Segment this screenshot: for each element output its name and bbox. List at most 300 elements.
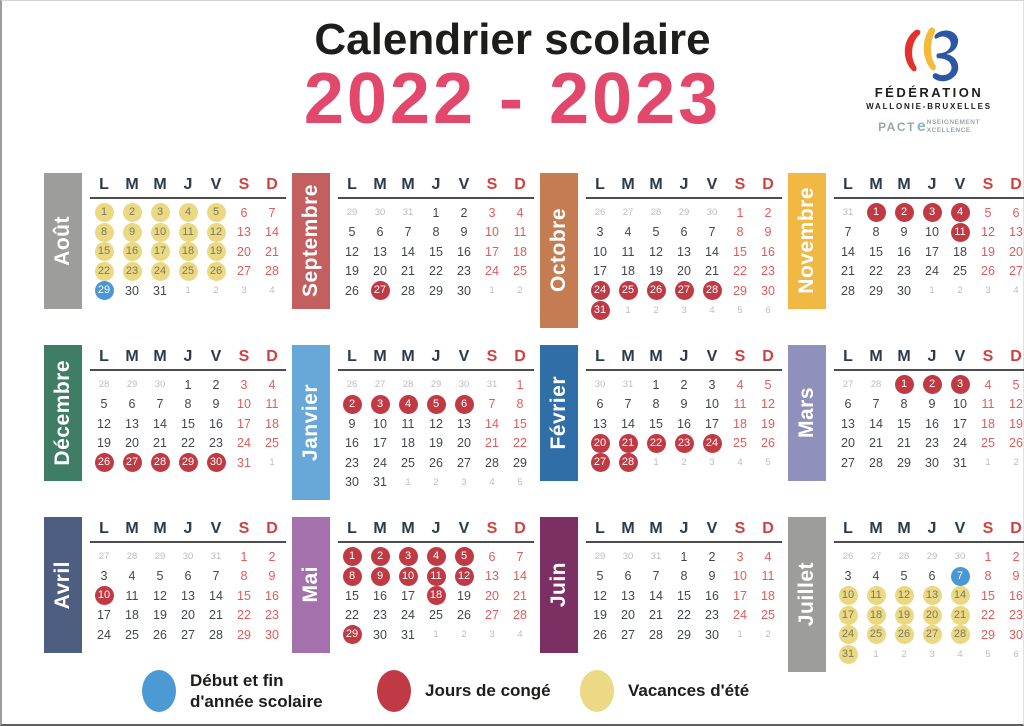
day-cell: 5 [517, 476, 523, 488]
day-cell: 6 [128, 397, 136, 412]
day-cell: 16 [457, 244, 471, 259]
weekday-header: D [266, 520, 278, 537]
day-cell: 24 [97, 627, 111, 642]
day-cell: 21 [153, 436, 167, 451]
weekday-header: J [679, 520, 689, 537]
day-cell: 29 [677, 627, 691, 642]
day-cell: 30 [373, 627, 387, 642]
day-cell: 2 [1013, 457, 1019, 469]
day-off-circle: 3 [371, 395, 390, 414]
weekday-header: M [401, 176, 415, 193]
day-cell: 25 [125, 627, 139, 642]
weekday-header: S [734, 176, 746, 193]
day-off-circle: 3 [399, 547, 418, 566]
day-off-circle: 10 [95, 586, 114, 605]
day-cell: 25 [513, 264, 527, 279]
weekday-header: D [514, 520, 526, 537]
summer-circle: 11 [179, 223, 198, 242]
month-name-label: Juillet [795, 562, 818, 627]
day-cell: 12 [1009, 397, 1023, 412]
day-cell: 5 [984, 205, 992, 220]
day-cell [586, 281, 614, 301]
day-cell: 29 [430, 379, 442, 391]
weekday-header: M [153, 520, 167, 537]
summer-circle: 4 [179, 203, 198, 222]
day-cell [118, 262, 146, 282]
day-cell [918, 606, 946, 626]
day-cell: 22 [237, 608, 251, 623]
day-cell: 28 [513, 608, 527, 623]
pacte-prefix: PACT [878, 120, 916, 134]
summer-circle: 18 [867, 606, 886, 625]
day-cell [890, 606, 918, 626]
day-cell: 19 [981, 244, 995, 259]
day-cell [394, 395, 422, 415]
day-cell: 11 [733, 397, 747, 412]
legend-label: Début et fin d'année scolaire [190, 670, 323, 711]
day-off-circle: 29 [179, 453, 198, 472]
day-cell: 3 [708, 377, 716, 392]
month-name-label: Février [547, 375, 570, 450]
day-cell: 7 [516, 549, 524, 564]
day-cell [146, 453, 174, 473]
day-cell [862, 606, 890, 626]
day-cell: 14 [209, 588, 223, 603]
day-cell: 6 [680, 225, 688, 240]
day-cell: 5 [900, 569, 908, 584]
federation-label: FÉDÉRATION [874, 85, 984, 100]
day-cell: 30 [457, 283, 471, 298]
day-cell: 14 [485, 416, 499, 431]
month-name-label: Octobre [547, 208, 570, 293]
day-cell [862, 586, 890, 606]
day-cell: 15 [429, 244, 443, 259]
day-cell: 17 [593, 264, 607, 279]
day-off-circle: 4 [399, 395, 418, 414]
month-avril [44, 517, 292, 653]
day-cell: 4 [269, 285, 275, 297]
day-cell: 15 [513, 416, 527, 431]
summer-circle: 1 [95, 203, 114, 222]
day-off-circle: 2 [343, 395, 362, 414]
day-cell: 1 [516, 377, 524, 392]
day-cell: 21 [869, 436, 883, 451]
day-cell: 11 [761, 569, 775, 584]
summer-circle: 16 [123, 242, 142, 261]
day-cell [394, 547, 422, 567]
day-cell [366, 567, 394, 587]
day-cell: 31 [842, 207, 854, 219]
header-rule [586, 197, 782, 199]
day-cell: 24 [925, 264, 939, 279]
day-cell [422, 547, 450, 567]
day-cell [614, 281, 642, 301]
day-cell: 24 [401, 608, 415, 623]
legend-item-ete [580, 667, 749, 715]
day-cell [146, 262, 174, 282]
day-cell: 18 [265, 416, 279, 431]
day-cell: 6 [488, 549, 496, 564]
day-cell: 19 [153, 608, 167, 623]
day-cell: 6 [376, 225, 384, 240]
day-off-circle: 27 [123, 453, 142, 472]
day-cell: 18 [513, 244, 527, 259]
day-off-circle: 27 [675, 281, 694, 300]
day-off-circle: 2 [923, 375, 942, 394]
summer-circle: 25 [867, 625, 886, 644]
day-cell: 18 [733, 416, 747, 431]
weekday-header: D [266, 348, 278, 365]
month-calendar-juillet [826, 517, 1024, 672]
day-cell: 9 [764, 225, 772, 240]
day-cell: 4 [957, 648, 963, 660]
day-cell: 13 [181, 588, 195, 603]
day-cell: 23 [373, 608, 387, 623]
day-off-circle: 20 [591, 434, 610, 453]
weekday-header: S [982, 176, 994, 193]
day-cell: 11 [125, 588, 139, 603]
day-off-circle: 1 [343, 547, 362, 566]
day-cell: 30 [622, 551, 634, 563]
day-cell: 18 [401, 436, 415, 451]
day-cell: 1 [736, 205, 744, 220]
day-cell: 30 [345, 475, 359, 490]
day-cell [338, 625, 366, 645]
day-cell: 15 [345, 588, 359, 603]
weekday-header: M [649, 520, 663, 537]
day-cell: 30 [761, 283, 775, 298]
month-band-decembre [44, 345, 82, 481]
day-cell: 9 [928, 397, 936, 412]
day-cell: 7 [404, 225, 412, 240]
day-cell: 17 [401, 588, 415, 603]
day-cell: 5 [985, 648, 991, 660]
day-cell: 3 [596, 225, 604, 240]
day-cell: 5 [100, 397, 108, 412]
day-cell: 6 [624, 569, 632, 584]
day-cell: 10 [925, 225, 939, 240]
day-cell: 20 [677, 264, 691, 279]
weekday-header: J [679, 176, 689, 193]
day-cell: 23 [897, 264, 911, 279]
day-cell [586, 301, 614, 321]
day-cell: 29 [513, 455, 527, 470]
day-cell: 30 [705, 627, 719, 642]
weekday-header: L [347, 176, 357, 193]
day-cell: 28 [841, 283, 855, 298]
day-cell: 3 [240, 377, 248, 392]
day-cell: 13 [677, 244, 691, 259]
day-cell [614, 434, 642, 454]
day-off-circle: 3 [951, 375, 970, 394]
summer-circle: 19 [207, 242, 226, 261]
day-cell [366, 547, 394, 567]
day-cell: 24 [237, 436, 251, 451]
day-cell [90, 223, 118, 243]
weekday-header: M [153, 348, 167, 365]
day-off-circle: 2 [371, 547, 390, 566]
day-cell: 1 [489, 285, 495, 297]
day-off-circle: 27 [371, 281, 390, 300]
day-off-circle: 23 [675, 434, 694, 453]
day-cell: 19 [1009, 416, 1023, 431]
day-cell: 29 [429, 283, 443, 298]
weekday-header: V [954, 348, 966, 365]
month-band-septembre [292, 173, 330, 309]
weekday-header: D [762, 176, 774, 193]
day-cell: 3 [929, 648, 935, 660]
day-cell: 6 [596, 397, 604, 412]
day-cell: 23 [761, 264, 775, 279]
day-cell: 15 [649, 416, 663, 431]
day-cell [946, 223, 974, 243]
day-cell [146, 223, 174, 243]
day-cell: 29 [678, 207, 690, 219]
weekday-header: M [869, 348, 883, 365]
weekday-header: J [927, 348, 937, 365]
day-cell: 7 [268, 205, 276, 220]
day-cell: 25 [401, 455, 415, 470]
day-cell: 21 [649, 608, 663, 623]
day-cell: 6 [1013, 648, 1019, 660]
weekday-header: D [1010, 348, 1022, 365]
day-cell: 1 [652, 377, 660, 392]
day-off-circle: 8 [343, 567, 362, 586]
month-calendar-octobre [578, 173, 782, 328]
day-off-circle: 12 [455, 567, 474, 586]
month-name-label: Décembre [51, 359, 74, 466]
day-cell: 2 [268, 549, 276, 564]
day-cell: 4 [737, 457, 743, 469]
summer-circle: 2 [123, 203, 142, 222]
day-cell: 5 [1012, 377, 1020, 392]
day-cell: 30 [954, 551, 966, 563]
weekday-header: S [486, 520, 498, 537]
day-cell: 16 [925, 416, 939, 431]
day-cell: 16 [761, 244, 775, 259]
day-cell: 28 [401, 283, 415, 298]
weekday-header: M [897, 520, 911, 537]
weekday-header: L [595, 348, 605, 365]
weekday-header: L [595, 176, 605, 193]
summer-circle: 12 [207, 223, 226, 242]
day-cell: 15 [237, 588, 251, 603]
weekday-header: S [734, 520, 746, 537]
day-off-circle: 1 [895, 375, 914, 394]
day-cell: 22 [981, 608, 995, 623]
day-cell [202, 223, 230, 243]
day-off-circle: 11 [427, 567, 446, 586]
day-cell: 21 [513, 588, 527, 603]
day-off-circle: 26 [95, 453, 114, 472]
day-cell: 31 [237, 455, 251, 470]
day-cell: 1 [873, 648, 879, 660]
weekday-header: L [843, 348, 853, 365]
day-cell [118, 203, 146, 223]
day-cell: 22 [513, 436, 527, 451]
weekday-header: V [210, 520, 222, 537]
day-cell: 21 [209, 608, 223, 623]
day-cell: 28 [485, 455, 499, 470]
day-cell: 9 [348, 416, 356, 431]
day-cell [338, 567, 366, 587]
day-cell: 14 [401, 244, 415, 259]
day-cell: 2 [653, 304, 659, 316]
day-cell: 20 [237, 244, 251, 259]
day-cell: 28 [402, 379, 414, 391]
day-cell: 5 [765, 457, 771, 469]
month-calendar-fevrier [578, 345, 782, 481]
day-cell: 8 [516, 397, 524, 412]
weekday-header: M [897, 348, 911, 365]
day-cell: 11 [401, 416, 415, 431]
header-rule [586, 541, 782, 543]
day-cell: 6 [844, 397, 852, 412]
day-cell: 17 [953, 416, 967, 431]
weekday-header: M [401, 520, 415, 537]
weekday-header: S [238, 176, 250, 193]
day-cell: 30 [125, 283, 139, 298]
day-cell [890, 586, 918, 606]
summer-circle: 27 [923, 625, 942, 644]
day-cell: 2 [461, 629, 467, 641]
header-rule [338, 369, 534, 371]
day-cell: 23 [457, 264, 471, 279]
months-grid [44, 173, 1024, 689]
day-cell: 7 [844, 225, 852, 240]
day-cell: 28 [898, 551, 910, 563]
weekday-header: M [897, 176, 911, 193]
day-cell: 4 [736, 377, 744, 392]
day-cell: 7 [488, 397, 496, 412]
day-cell: 17 [97, 608, 111, 623]
day-cell: 31 [402, 207, 414, 219]
fwb-monogram-icon [892, 25, 966, 83]
legend-label: Jours de congé [425, 681, 551, 701]
month-novembre [788, 173, 1024, 309]
pacte-line2: XCELLENCE [926, 127, 971, 134]
day-cell: 21 [841, 264, 855, 279]
day-cell: 12 [649, 244, 663, 259]
day-cell: 8 [680, 569, 688, 584]
day-cell: 30 [182, 551, 194, 563]
legend-item-conge [377, 667, 551, 715]
month-band-octobre [540, 173, 578, 328]
day-cell [366, 281, 394, 301]
weekday-header: V [210, 348, 222, 365]
day-cell: 3 [681, 304, 687, 316]
day-cell [422, 567, 450, 587]
weekday-header: L [843, 520, 853, 537]
day-cell: 29 [981, 627, 995, 642]
day-cell: 18 [621, 264, 635, 279]
day-cell: 10 [733, 569, 747, 584]
day-cell: 3 [844, 569, 852, 584]
day-cell: 30 [594, 379, 606, 391]
day-off-circle: 2 [895, 203, 914, 222]
day-cell [174, 242, 202, 262]
day-cell [174, 223, 202, 243]
summer-circle: 17 [151, 242, 170, 261]
day-cell: 20 [621, 608, 635, 623]
day-cell: 22 [345, 608, 359, 623]
weekday-header: S [734, 348, 746, 365]
day-cell: 3 [461, 476, 467, 488]
weekday-header: V [458, 520, 470, 537]
day-cell: 18 [125, 608, 139, 623]
day-cell: 21 [401, 264, 415, 279]
month-calendar-septembre [330, 173, 534, 309]
summer-circle: 3 [151, 203, 170, 222]
month-juillet [788, 517, 1024, 672]
day-cell: 25 [265, 436, 279, 451]
header-rule [834, 541, 1024, 543]
day-cell: 23 [265, 608, 279, 623]
day-cell: 10 [237, 397, 251, 412]
day-cell: 17 [925, 244, 939, 259]
day-cell: 1 [433, 629, 439, 641]
weekday-header: M [373, 348, 387, 365]
day-cell: 21 [485, 436, 499, 451]
weekday-header: L [99, 520, 109, 537]
day-cell: 27 [98, 551, 110, 563]
day-cell: 25 [733, 436, 747, 451]
day-cell: 30 [1009, 627, 1023, 642]
summer-circle: 10 [839, 586, 858, 605]
summer-circle: 19 [895, 606, 914, 625]
day-cell: 9 [900, 225, 908, 240]
day-cell: 4 [624, 225, 632, 240]
day-cell: 15 [677, 588, 691, 603]
day-cell: 3 [985, 285, 991, 297]
start-end-circle: 7 [951, 567, 970, 586]
day-off-circle: 21 [619, 434, 638, 453]
day-cell [174, 262, 202, 282]
summer-circle: 14 [951, 586, 970, 605]
day-cell: 4 [268, 377, 276, 392]
weekday-header: J [679, 348, 689, 365]
day-cell [450, 395, 478, 415]
weekday-header: D [762, 520, 774, 537]
day-cell: 31 [953, 455, 967, 470]
day-cell: 2 [213, 285, 219, 297]
day-cell [202, 453, 230, 473]
day-cell: 4 [517, 629, 523, 641]
day-cell: 4 [489, 476, 495, 488]
day-cell: 20 [181, 608, 195, 623]
day-cell: 12 [761, 397, 775, 412]
weekday-header: S [982, 520, 994, 537]
school-year-title: 2022 - 2023 [303, 59, 722, 140]
day-cell [946, 567, 974, 587]
day-cell: 2 [433, 476, 439, 488]
day-cell: 24 [733, 608, 747, 623]
day-cell: 9 [268, 569, 276, 584]
day-cell: 1 [432, 205, 440, 220]
day-cell: 19 [345, 264, 359, 279]
day-cell: 19 [97, 436, 111, 451]
day-cell: 14 [841, 244, 855, 259]
day-cell: 6 [184, 569, 192, 584]
day-cell: 12 [593, 588, 607, 603]
month-name-label: Mai [299, 566, 322, 603]
day-cell: 22 [733, 264, 747, 279]
summer-circle: 25 [179, 262, 198, 281]
month-name-label: Septembre [299, 184, 322, 298]
day-cell [918, 586, 946, 606]
month-name-label: Juin [547, 562, 570, 608]
day-cell: 16 [345, 436, 359, 451]
